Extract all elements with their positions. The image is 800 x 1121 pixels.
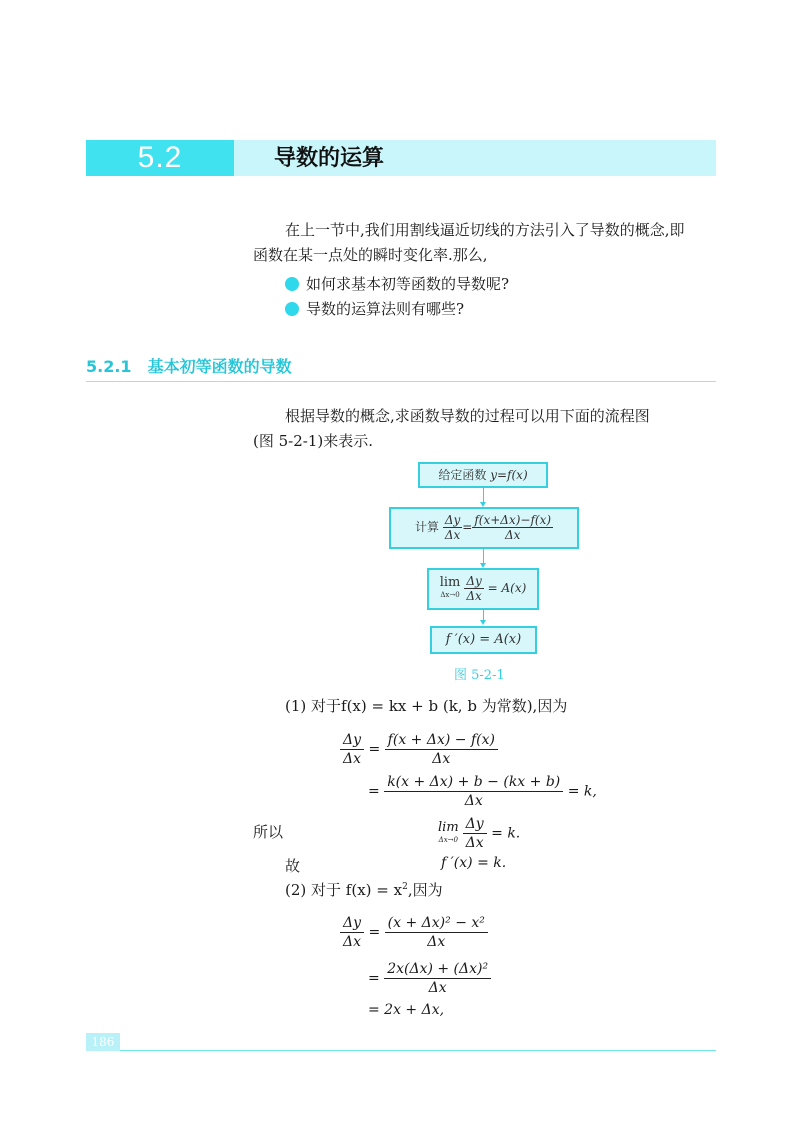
example2-line3: = 2x + Δx, [368,1002,445,1018]
box2-equals: = [462,520,473,534]
arrow-down-icon [480,620,486,625]
flow-connector [483,549,484,564]
example1-so-label: 所以 [253,823,284,841]
bullet-text: 导数的运算法则有哪些? [306,300,465,318]
example1-so-expr: lim Δx→0 $\frac{\Delta y}{\Delta x}$ = k. [438,816,521,851]
example1-line1: $\frac{\Delta y}{\Delta x}$ = $\frac{f(x + \Delta x) - f(x)}{\Delta x}$ [340,731,498,768]
page-number: 186 [91,1035,115,1049]
box2-label: 计算 [414,520,439,534]
example1-line2: = $\frac{k(x + \Delta x) + b - (kx + b)}{\Delta x}$ = k, [368,774,597,809]
footer-rule [86,1050,716,1051]
bullet-dot-icon [285,277,299,291]
box2-fraction-left: $\frac{\Delta y}{\Delta x}$ [444,513,461,542]
example1-hence-label: 故 [285,857,301,875]
flowchart-box-given-function [418,462,548,488]
box1-expr: y=f(x) [490,468,528,482]
flow-connector [483,488,484,503]
subsection-heading [86,354,292,377]
figure-caption: 图 5-2-1 [454,668,505,683]
box1-label: 给定函数 [438,468,487,482]
box3-fraction: $\frac{\Delta y}{\Delta x}$ [466,574,482,603]
bullet-dot-icon [285,302,299,316]
intro-line-1: 在上一节中,我们用割线逼近切线的方法引入了导数的概念,即 [285,221,685,239]
body-line-1: 根据导数的概念,求函数导数的过程可以用下面的流程图 [285,407,650,425]
flowchart-box-result [430,626,537,654]
subsection-number: 5.2.1 [86,357,132,376]
flowchart-box-limit [427,568,539,610]
box2-fraction-right: $\frac{f(x+\Delta x)-f(x)}{\Delta x}$ [474,513,552,542]
bullet-text: 如何求基本初等函数的导数呢? [306,275,510,293]
subsection-title: 基本初等函数的导数 [147,357,292,376]
intro-line-2: 函数在某一点处的瞬时变化率.那么, [253,246,488,264]
box3-limit: lim Δx→0 [439,574,461,599]
example1-intro: (1) 对于f(x) = kx + b (k, b 为常数),因为 [285,697,568,715]
body-line-2: (图 5-2-1)来表示. [253,432,374,450]
example2-line1: $\frac{\Delta y}{\Delta x}$ = $\frac{\text{(x + Δx)² − x²}}{\Delta x}$ [340,914,488,951]
section-title: 导数的运算 [274,146,385,171]
example2-line2: = $\frac{\text{2x(Δx) + (Δx)²}}{\Delta x}$ [368,960,491,997]
section-number: 5.2 [137,141,183,174]
subsection-rule [86,381,716,382]
box4-expr: f ′(x) = A(x) [445,632,522,647]
example1-hence-expr: f ′(x) = k. [441,855,507,871]
box3-rhs: = A(x) [487,581,527,595]
flowchart-box-compute [389,507,579,549]
example2-intro: (2) 对于 $f(x) = x^2$,因为 [285,881,443,899]
